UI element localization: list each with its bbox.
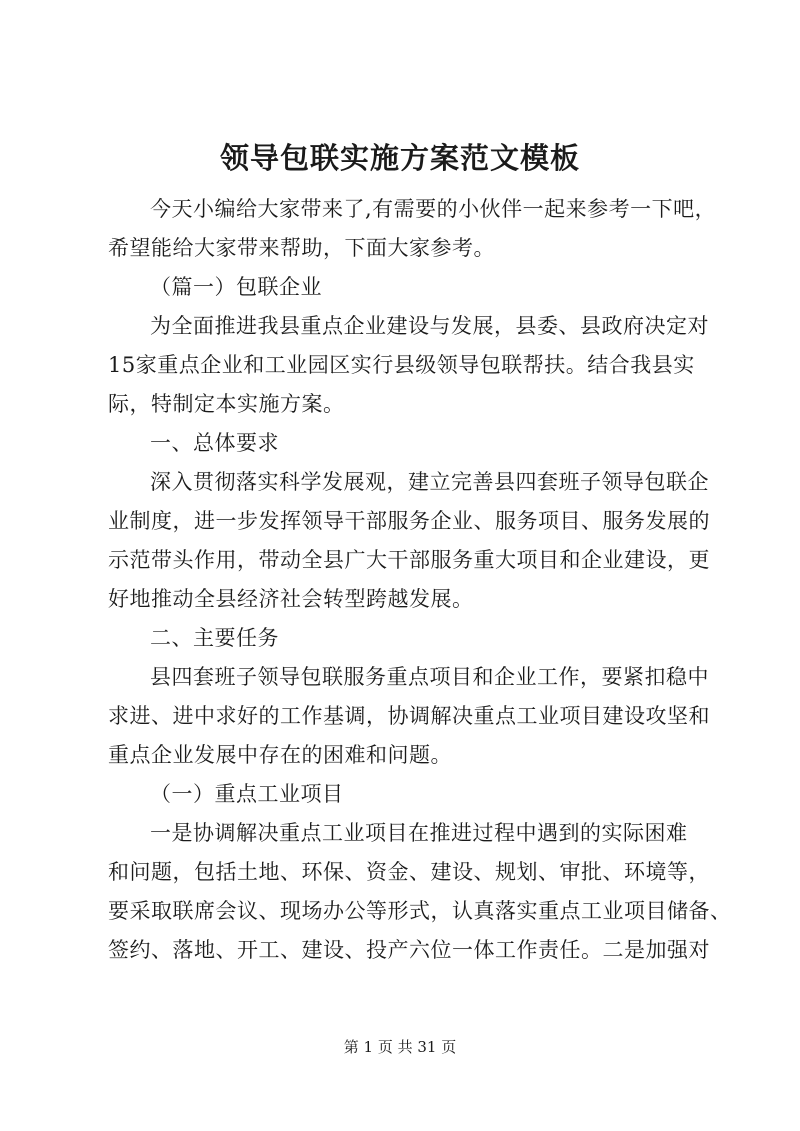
section-heading: （篇一）包联企业	[150, 275, 322, 299]
section-heading: 一、总体要求	[150, 431, 279, 455]
section-heading: （一）重点工业项目	[150, 782, 344, 806]
document-title: 领导包联实施方案范文模板	[219, 141, 580, 175]
paragraph-line: 求进、进中求好的工作基调，协调解决重点工业项目建设攻坚和	[108, 704, 710, 728]
paragraph-line: 和问题，包括土地、环保、资金、建设、规划、审批、环境等，	[108, 860, 710, 884]
paragraph-line: 今天小编给大家带来了,有需要的小伙伴一起来参考一下吧，	[150, 197, 717, 221]
paragraph-line: 县四套班子领导包联服务重点项目和企业工作，要紧扣稳中	[150, 665, 709, 689]
section-heading: 二、主要任务	[150, 626, 279, 650]
paragraph-line: 际，特制定本实施方案。	[108, 392, 345, 416]
paragraph-line: 好地推动全县经济社会转型跨越发展。	[108, 587, 474, 611]
paragraph-line: 示范带头作用，带动全县广大干部服务重大项目和企业建设，更	[108, 548, 710, 572]
paragraph-line: 15家重点企业和工业园区实行县级领导包联帮扶。结合我县实	[108, 353, 695, 377]
paragraph-line: 希望能给大家带来帮助，下面大家参考。	[108, 236, 495, 260]
paragraph-line: 为全面推进我县重点企业建设与发展，县委、县政府决定对	[150, 314, 709, 338]
paragraph-line: 重点企业发展中存在的困难和问题。	[108, 743, 452, 767]
page-number-footer: 第 1 页 共 31 页	[343, 1038, 457, 1056]
paragraph-line: 业制度，进一步发挥领导干部服务企业、服务项目、服务发展的	[108, 509, 710, 533]
paragraph-line: 签约、落地、开工、建设、投产六位一体工作责任。二是加强对	[108, 938, 710, 962]
paragraph-line: 一是协调解决重点工业项目在推进过程中遇到的实际困难	[150, 821, 688, 845]
paragraph-line: 深入贯彻落实科学发展观，建立完善县四套班子领导包联企	[150, 470, 709, 494]
paragraph-line: 要采取联席会议、现场办公等形式，认真落实重点工业项目储备、	[108, 899, 732, 923]
